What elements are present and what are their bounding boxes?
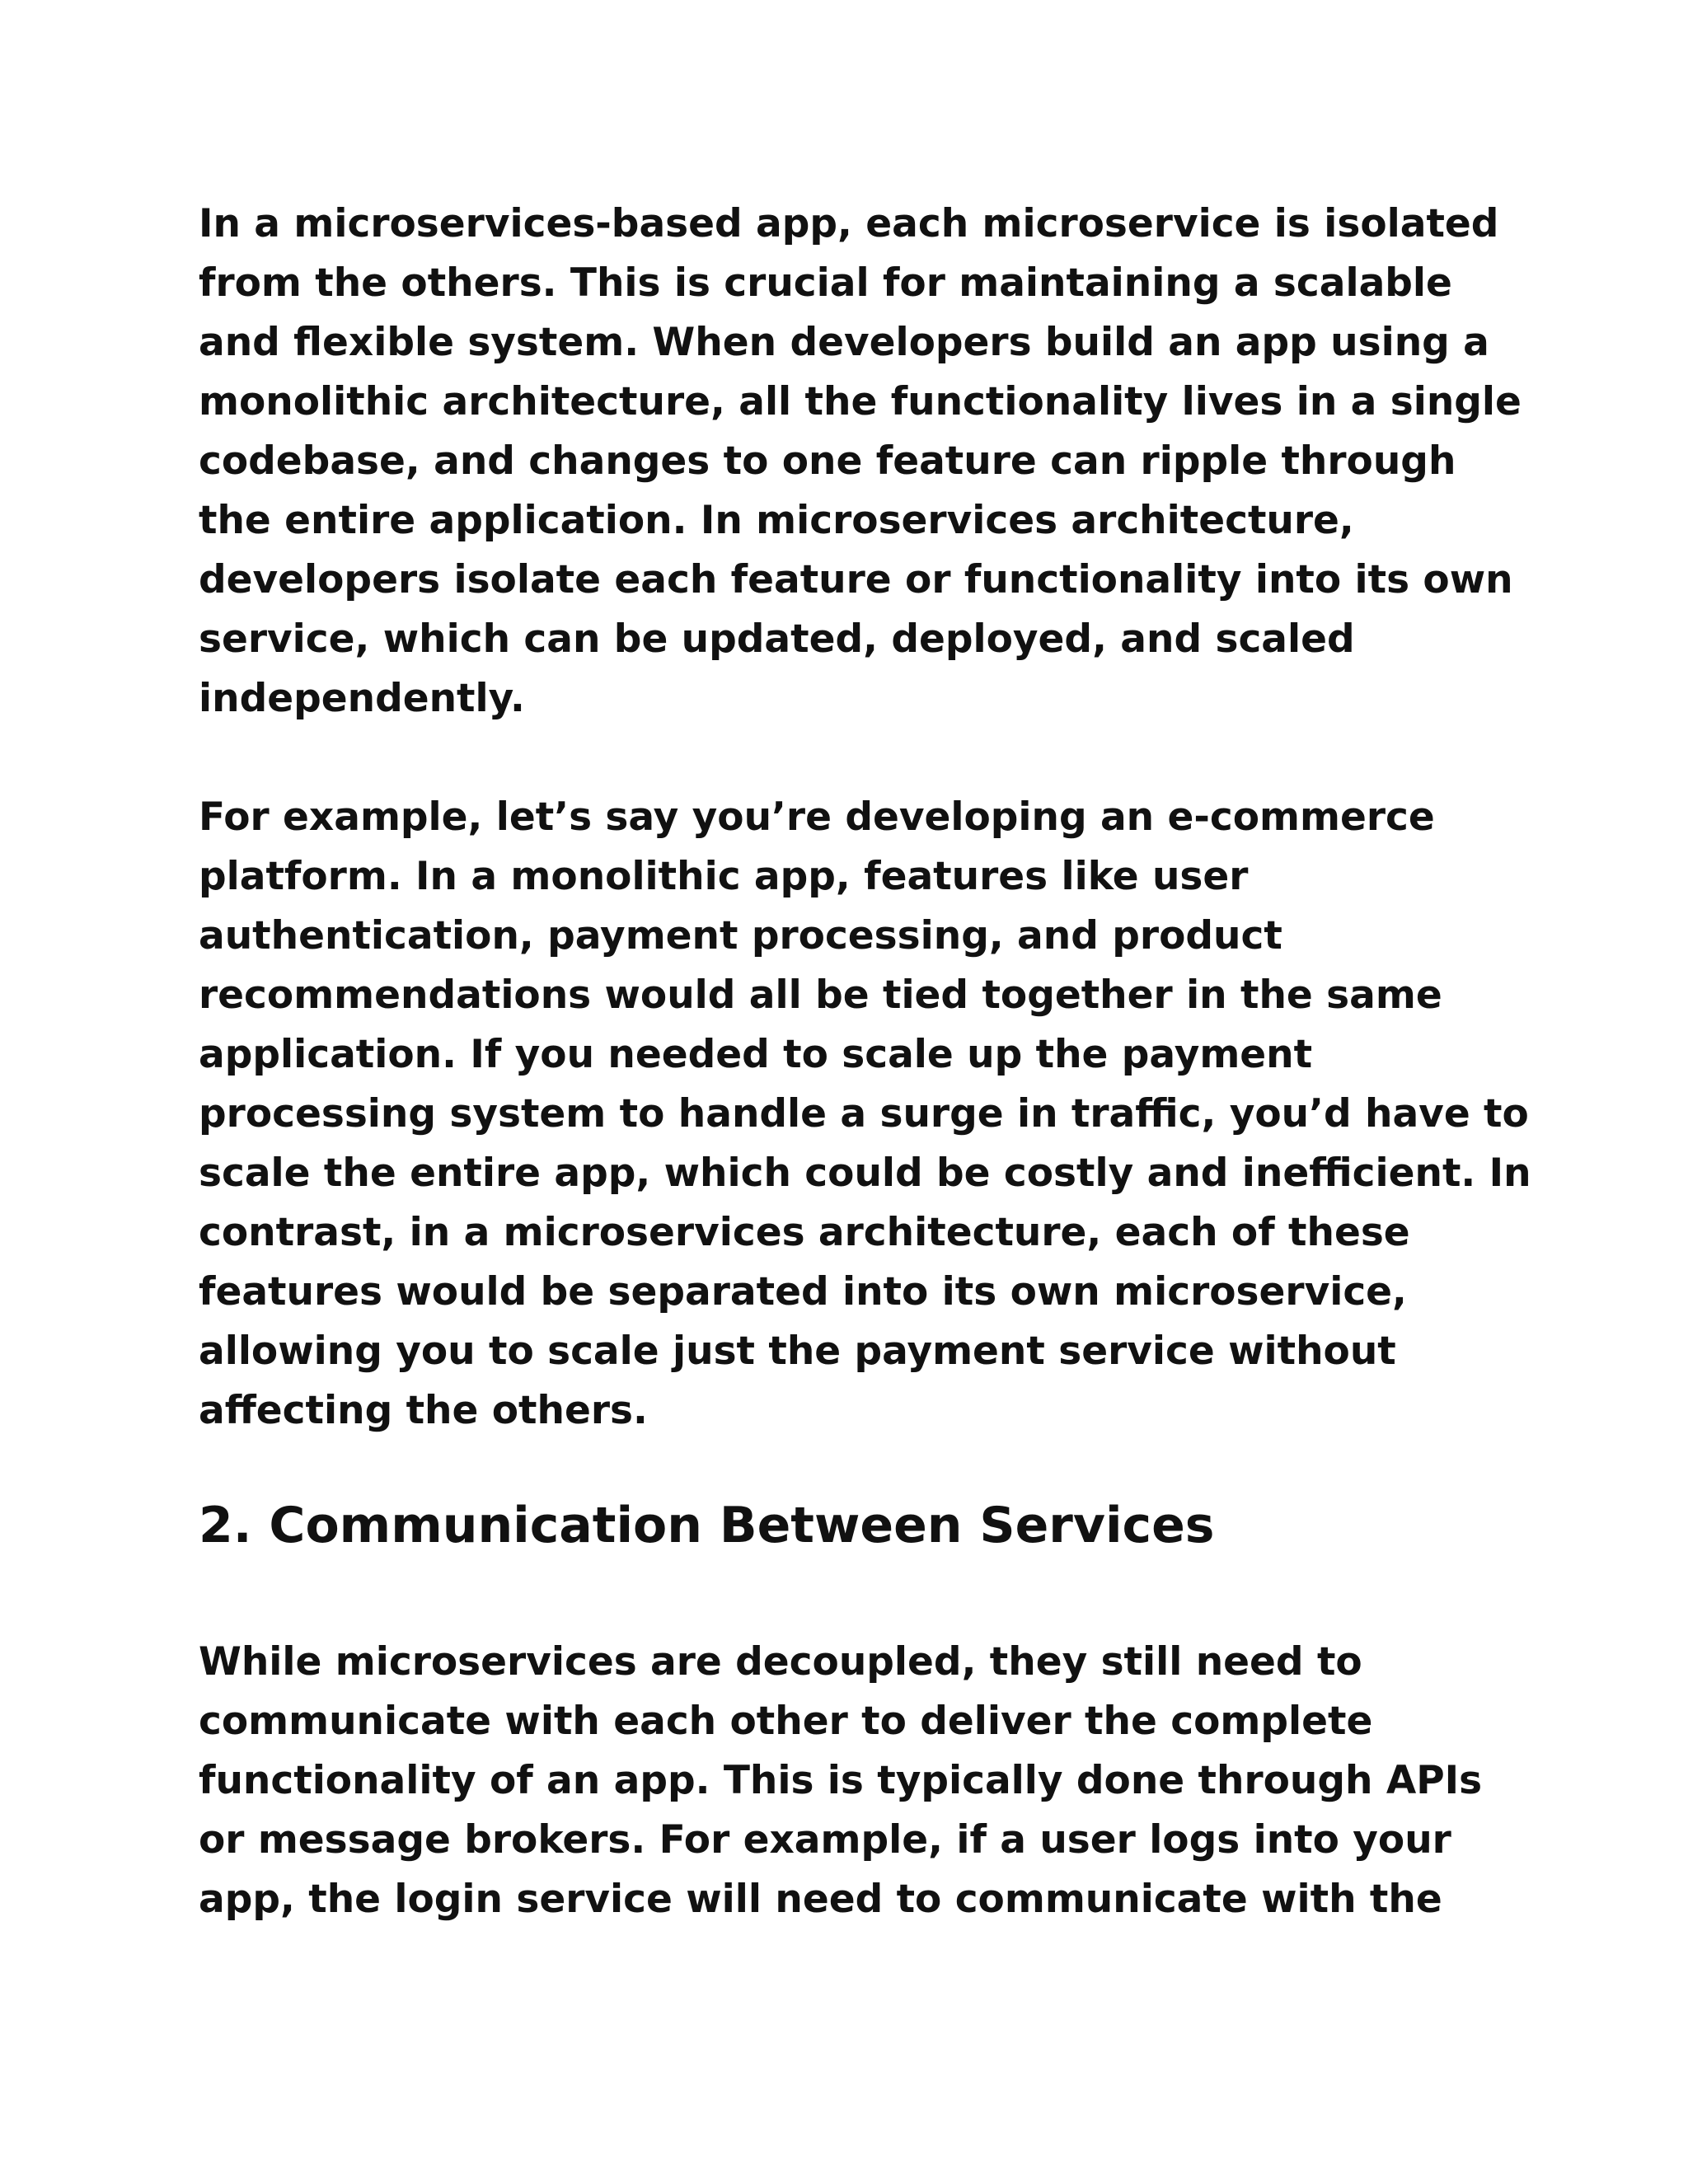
text-line: functionality of an app. This is typically done through APIs [199,1758,1483,1803]
text-line: While microservices are decoupled, they still need to [199,1639,1362,1685]
text-line: processing system to handle a surge in traffic, you’d have to [199,1091,1529,1137]
section-heading: 2. Communication Between Services [199,1497,1215,1554]
text-line: allowing you to scale just the payment service without [199,1329,1396,1374]
paragraph-microservice-isolation [199,194,1522,729]
text-line: from the others. This is crucial for maintaining a scalable [199,260,1452,306]
text-line: scale the entire app, which could be costly and inefficient. In [199,1151,1531,1196]
text-line: platform. In a monolithic app, features like user [199,854,1249,899]
text-line: communicate with each other to deliver the complete [199,1699,1373,1744]
text-line: application. If you needed to scale up the payment [199,1032,1313,1077]
text-line: service, which can be updated, deployed, and scaled [199,616,1355,662]
text-line: the entire application. In microservices architecture, [199,498,1354,543]
text-line: features would be separated into its own microservice, [199,1269,1407,1315]
text-line: For example, let’s say you’re developing an e-commerce [199,794,1435,840]
text-line: monolithic architecture, all the functionality lives in a single [199,379,1522,424]
text-line: In a microservices-based app, each microservice is isolated [199,201,1499,246]
text-line: and flexible system. When developers build an app using a [199,320,1489,365]
text-line: contrast, in a microservices architecture, each of these [199,1210,1410,1255]
text-line: affecting the others. [199,1388,648,1433]
text-line: recommendations would all be tied together in the same [199,972,1442,1018]
text-line: authentication, payment processing, and product [199,913,1282,958]
text-line: developers isolate each feature or functionality into its own [199,557,1513,602]
text-line: independently. [199,676,525,721]
text-line: or message brokers. For example, if a user logs into your [199,1817,1451,1863]
paragraph-service-communication [199,1633,1501,1929]
paragraph-ecommerce-example [199,788,1531,1441]
text-line: app, the login service will need to communicate with the [199,1877,1442,1922]
text-line: codebase, and changes to one feature can ripple through [199,438,1456,484]
